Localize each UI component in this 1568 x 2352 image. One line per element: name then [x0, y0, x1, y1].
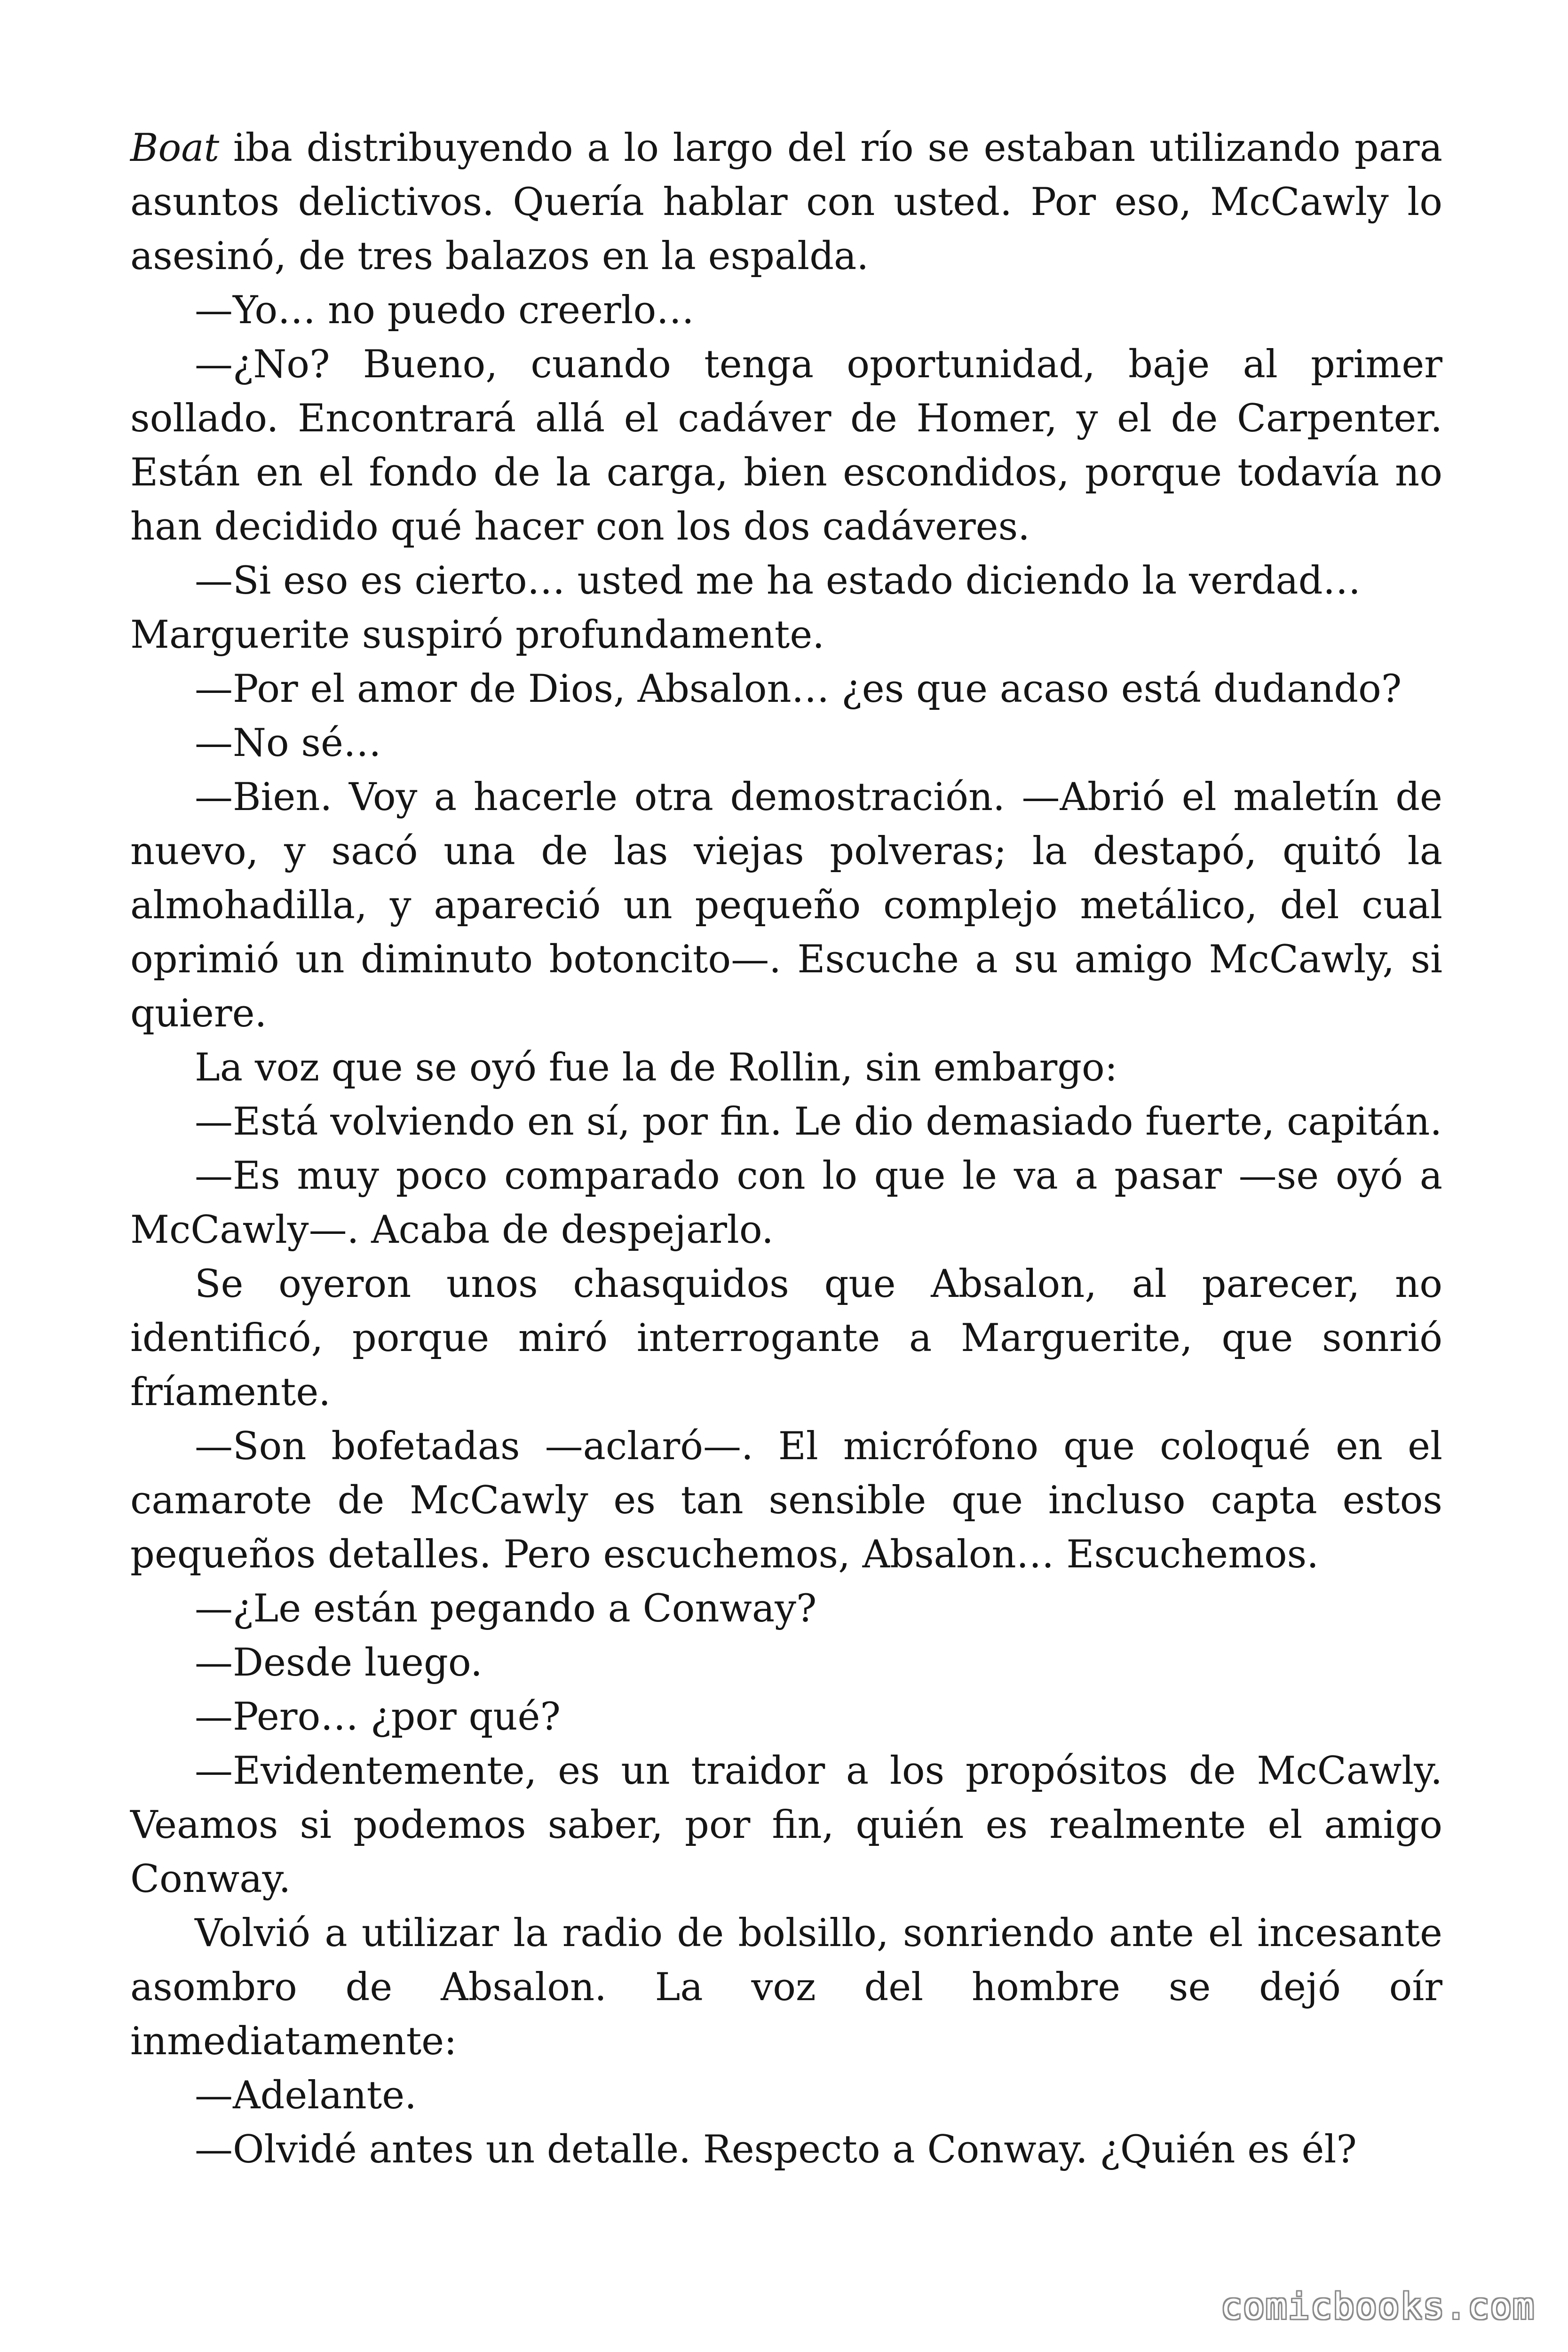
paragraph: —Olvidé antes un detalle. Respecto a Conway. ¿Quién es él? — [195, 2128, 1357, 2172]
paragraph: —Evidentemente, es un traidor a los propósitos de McCawly. Veamos si podemos saber, por fin, quién es realmente el amigo Conway. — [130, 1749, 1442, 1901]
paragraph: —¿Le están pegando a Conway? — [195, 1587, 817, 1631]
paragraph: —Por el amor de Dios, Absalon… ¿es que acaso está dudando? — [195, 667, 1402, 711]
paragraph: —Está volviendo en sí, por fin. Le dio demasiado fuerte, capitán. — [195, 1100, 1442, 1144]
paragraph: —Desde luego. — [195, 1641, 483, 1685]
paragraph: —Pero… ¿por qué? — [195, 1695, 561, 1739]
paragraph-1 — [130, 121, 1442, 284]
italic-word: Boat — [130, 126, 220, 170]
paragraph: —Si eso es cierto… usted me ha estado diciendo la verdad… — [195, 559, 1361, 603]
paragraph: —No sé… — [195, 721, 381, 765]
paragraph: Volvió a utilizar la radio de bolsillo, sonriendo ante el incesante asombro de Absalon. La voz del hombre se dejó oír inmediatamente: — [130, 1911, 1442, 2064]
paragraph: —Bien. Voy a hacerle otra demostración. —Abrió el maletín de nuevo, y sacó una de las viejas polveras; la destapó, quitó la almohadilla, y apareció un pequeño complejo metálico, del cual oprimió un diminuto botoncito—. Escuche a su amigo McCawly, si quiere. — [130, 775, 1442, 1036]
paragraph: —Yo… no puedo creerlo… — [195, 288, 695, 333]
paragraph: —Son bofetadas —aclaró—. El micrófono que coloqué en el camarote de McCawly es tan sensible que incluso capta estos pequeños detalles. Pero escuchemos, Absalon… Escuchemos. — [130, 1424, 1442, 1577]
paragraph: —Es muy poco comparado con lo que le va a pasar —se oyó a McCawly—. Acaba de despejarlo. — [130, 1154, 1442, 1252]
paragraph: Se oyeron unos chasquidos que Absalon, al parecer, no identificó, porque miró interrogante a Marguerite, que sonrió fríamente. — [130, 1262, 1442, 1414]
watermark: comicbooks.com — [1220, 2285, 1535, 2327]
page-body — [130, 121, 1442, 2177]
paragraph: —Adelante. — [195, 2074, 417, 2118]
paragraph: La voz que se oyó fue la de Rollin, sin embargo: — [195, 1046, 1118, 1090]
paragraph: —¿No? Bueno, cuando tenga oportunidad, baje al primer sollado. Encontrará allá el cadáver de Homer, y el de Carpenter. Están en el fondo de la carga, bien escondidos, porque todavía no han decidido qué hacer con los dos cadáveres. — [130, 342, 1442, 549]
paragraph-1-text: iba distribuyendo a lo largo del río se estaban utilizando para asuntos delictivos. Quería hablar con usted. Por eso, McCawly lo asesinó, de tres balazos en la espalda. — [130, 126, 1442, 278]
paragraph: Marguerite suspiró profundamente. — [130, 613, 824, 657]
